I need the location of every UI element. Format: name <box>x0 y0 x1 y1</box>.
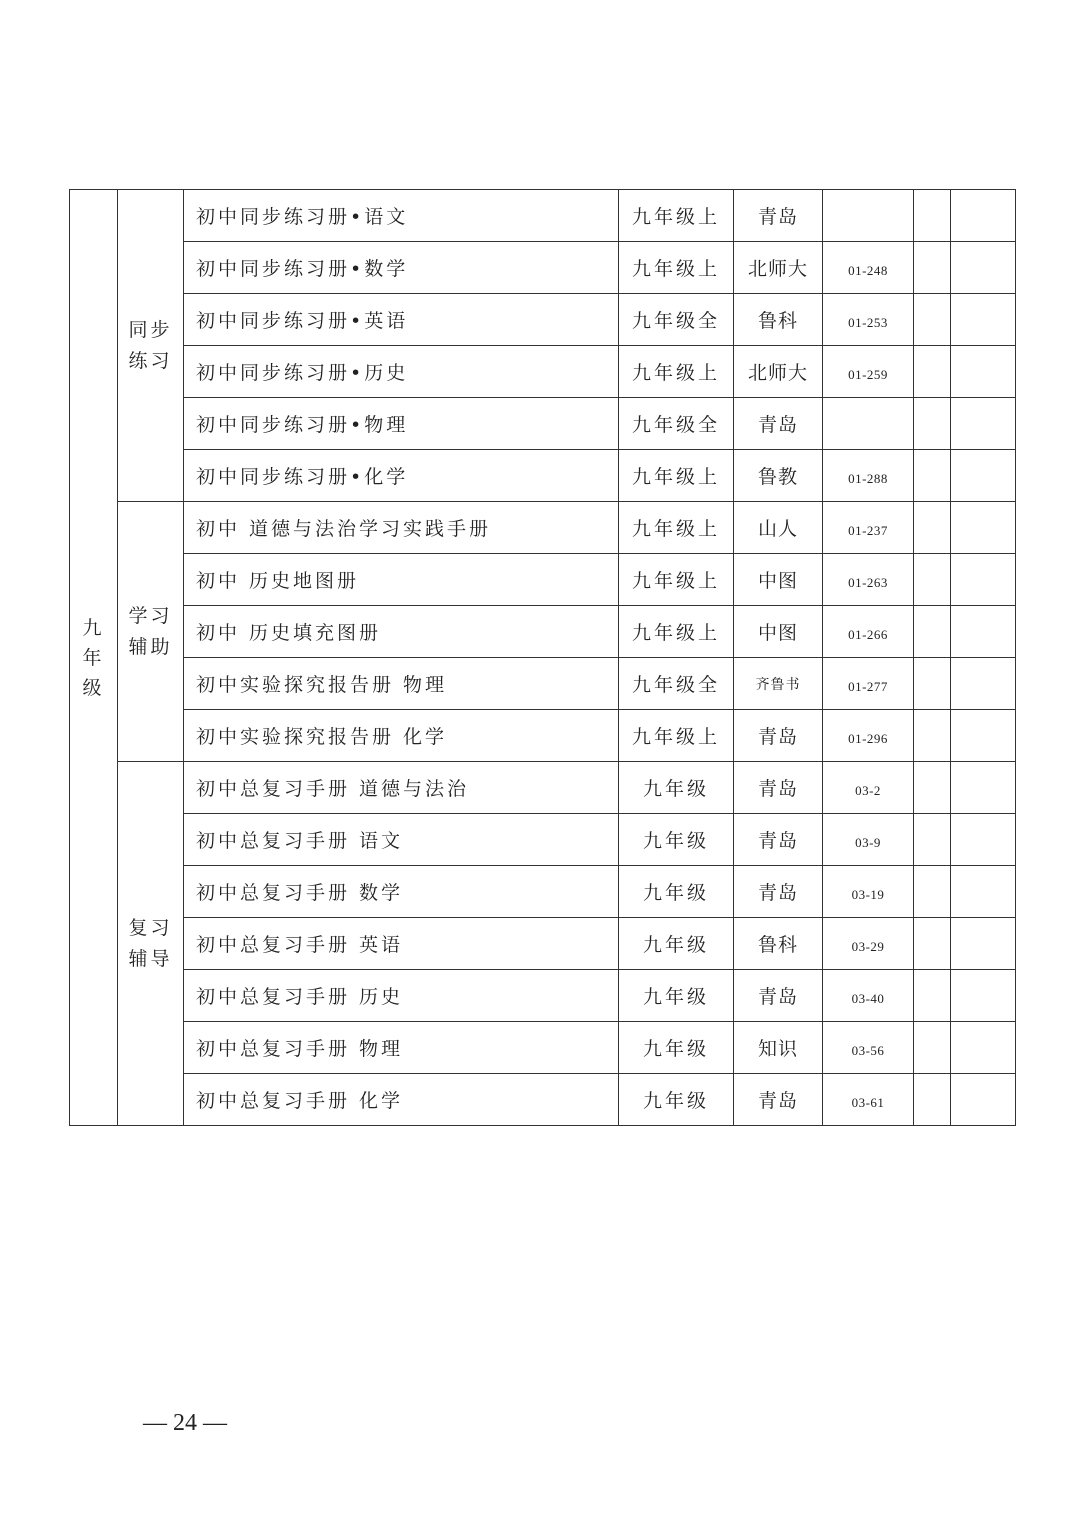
book-name-cell: 初中总复习手册 道德与法治 <box>184 762 619 814</box>
table-row <box>70 398 1016 450</box>
code-cell: 01-277 <box>823 658 914 710</box>
empty-cell <box>914 918 951 970</box>
publisher-cell: 中图 <box>734 554 823 606</box>
book-name-cell: 初中同步练习册•数学 <box>184 242 619 294</box>
empty-cell <box>951 1022 1016 1074</box>
book-name-cell: 初中总复习手册 数学 <box>184 866 619 918</box>
empty-cell <box>951 866 1016 918</box>
empty-cell <box>951 710 1016 762</box>
book-name-cell: 初中同步练习册•语文 <box>184 190 619 242</box>
table-row <box>70 658 1016 710</box>
book-name-cell: 初中总复习手册 英语 <box>184 918 619 970</box>
empty-cell <box>914 710 951 762</box>
book-name-cell: 初中实验探究报告册 物理 <box>184 658 619 710</box>
grade-cell: 九年级上 <box>619 346 734 398</box>
grade-cell: 九年级上 <box>619 554 734 606</box>
table-body <box>70 190 1016 1126</box>
code-cell: 01-296 <box>823 710 914 762</box>
code-cell: 03-19 <box>823 866 914 918</box>
book-name-cell: 初中总复习手册 物理 <box>184 1022 619 1074</box>
code-cell <box>823 190 914 242</box>
empty-cell <box>951 658 1016 710</box>
empty-cell <box>951 1074 1016 1126</box>
empty-cell <box>914 762 951 814</box>
publisher-cell: 青岛 <box>734 814 823 866</box>
grade-cell: 九年级 <box>619 866 734 918</box>
publisher-cell: 齐鲁书 <box>734 658 823 710</box>
grade-cell: 九年级 <box>619 918 734 970</box>
empty-cell <box>914 242 951 294</box>
empty-cell <box>951 450 1016 502</box>
publisher-cell: 青岛 <box>734 190 823 242</box>
empty-cell <box>951 502 1016 554</box>
book-name-cell: 初中同步练习册•历史 <box>184 346 619 398</box>
code-cell: 03-29 <box>823 918 914 970</box>
grade-cell: 九年级 <box>619 1022 734 1074</box>
code-cell: 03-56 <box>823 1022 914 1074</box>
code-cell: 03-61 <box>823 1074 914 1126</box>
publisher-cell: 青岛 <box>734 866 823 918</box>
empty-cell <box>951 346 1016 398</box>
publisher-cell: 青岛 <box>734 1074 823 1126</box>
code-cell: 01-288 <box>823 450 914 502</box>
section-label: 同步 练习 <box>118 190 184 502</box>
table-row <box>70 606 1016 658</box>
empty-cell <box>914 814 951 866</box>
code-cell: 01-259 <box>823 346 914 398</box>
empty-cell <box>914 398 951 450</box>
empty-cell <box>914 658 951 710</box>
catalog-table <box>69 189 1016 1126</box>
empty-cell <box>914 294 951 346</box>
table-row <box>70 1022 1016 1074</box>
book-name-cell: 初中总复习手册 化学 <box>184 1074 619 1126</box>
grade-cell: 九年级 <box>619 970 734 1022</box>
grade-cell: 九年级全 <box>619 658 734 710</box>
empty-cell <box>914 190 951 242</box>
grade-cell: 九年级 <box>619 1074 734 1126</box>
publisher-cell: 青岛 <box>734 970 823 1022</box>
publisher-cell: 鲁科 <box>734 294 823 346</box>
publisher-cell: 鲁科 <box>734 918 823 970</box>
table-row <box>70 554 1016 606</box>
empty-cell <box>914 606 951 658</box>
grade-cell: 九年级全 <box>619 398 734 450</box>
grade-cell: 九年级上 <box>619 710 734 762</box>
grade-cell: 九年级上 <box>619 190 734 242</box>
grade-group-label: 九 年 级 <box>70 190 118 1126</box>
book-name-cell: 初中总复习手册 历史 <box>184 970 619 1022</box>
section-label: 复习 辅导 <box>118 762 184 1126</box>
section-label: 学习 辅助 <box>118 502 184 762</box>
grade-cell: 九年级上 <box>619 450 734 502</box>
empty-cell <box>951 970 1016 1022</box>
publisher-cell: 鲁教 <box>734 450 823 502</box>
book-name-cell: 初中实验探究报告册 化学 <box>184 710 619 762</box>
empty-cell <box>914 866 951 918</box>
empty-cell <box>951 606 1016 658</box>
table-row <box>70 294 1016 346</box>
empty-cell <box>951 242 1016 294</box>
book-name-cell: 初中总复习手册 语文 <box>184 814 619 866</box>
grade-cell: 九年级 <box>619 762 734 814</box>
publisher-cell: 青岛 <box>734 398 823 450</box>
code-cell: 03-2 <box>823 762 914 814</box>
table-row <box>70 814 1016 866</box>
publisher-cell: 知识 <box>734 1022 823 1074</box>
grade-cell: 九年级上 <box>619 502 734 554</box>
table-row <box>70 762 1016 814</box>
book-name-cell: 初中 道德与法治学习实践手册 <box>184 502 619 554</box>
grade-cell: 九年级上 <box>619 606 734 658</box>
publisher-cell: 青岛 <box>734 710 823 762</box>
table-row <box>70 710 1016 762</box>
empty-cell <box>914 346 951 398</box>
code-cell: 03-40 <box>823 970 914 1022</box>
code-cell: 01-248 <box>823 242 914 294</box>
empty-cell <box>951 554 1016 606</box>
code-cell <box>823 398 914 450</box>
publisher-cell: 青岛 <box>734 762 823 814</box>
empty-cell <box>914 554 951 606</box>
empty-cell <box>951 294 1016 346</box>
table-row <box>70 450 1016 502</box>
empty-cell <box>951 762 1016 814</box>
grade-cell: 九年级全 <box>619 294 734 346</box>
empty-cell <box>914 502 951 554</box>
empty-cell <box>951 398 1016 450</box>
publisher-cell: 山人 <box>734 502 823 554</box>
code-cell: 01-253 <box>823 294 914 346</box>
publisher-cell: 北师大 <box>734 242 823 294</box>
table-row <box>70 242 1016 294</box>
book-name-cell: 初中同步练习册•物理 <box>184 398 619 450</box>
code-cell: 01-266 <box>823 606 914 658</box>
publisher-cell: 北师大 <box>734 346 823 398</box>
empty-cell <box>914 1022 951 1074</box>
publisher-cell: 中图 <box>734 606 823 658</box>
empty-cell <box>914 450 951 502</box>
book-name-cell: 初中 历史地图册 <box>184 554 619 606</box>
empty-cell <box>914 970 951 1022</box>
table-row <box>70 970 1016 1022</box>
book-name-cell: 初中同步练习册•英语 <box>184 294 619 346</box>
book-name-cell: 初中 历史填充图册 <box>184 606 619 658</box>
grade-cell: 九年级上 <box>619 242 734 294</box>
page-number: — 24 — <box>143 1410 227 1436</box>
empty-cell <box>951 814 1016 866</box>
empty-cell <box>951 918 1016 970</box>
code-cell: 01-237 <box>823 502 914 554</box>
table-row <box>70 346 1016 398</box>
book-name-cell: 初中同步练习册•化学 <box>184 450 619 502</box>
grade-cell: 九年级 <box>619 814 734 866</box>
code-cell: 03-9 <box>823 814 914 866</box>
table-row <box>70 1074 1016 1126</box>
table-row <box>70 190 1016 242</box>
code-cell: 01-263 <box>823 554 914 606</box>
table-row <box>70 502 1016 554</box>
empty-cell <box>914 1074 951 1126</box>
empty-cell <box>951 190 1016 242</box>
table-row <box>70 918 1016 970</box>
table-row <box>70 866 1016 918</box>
